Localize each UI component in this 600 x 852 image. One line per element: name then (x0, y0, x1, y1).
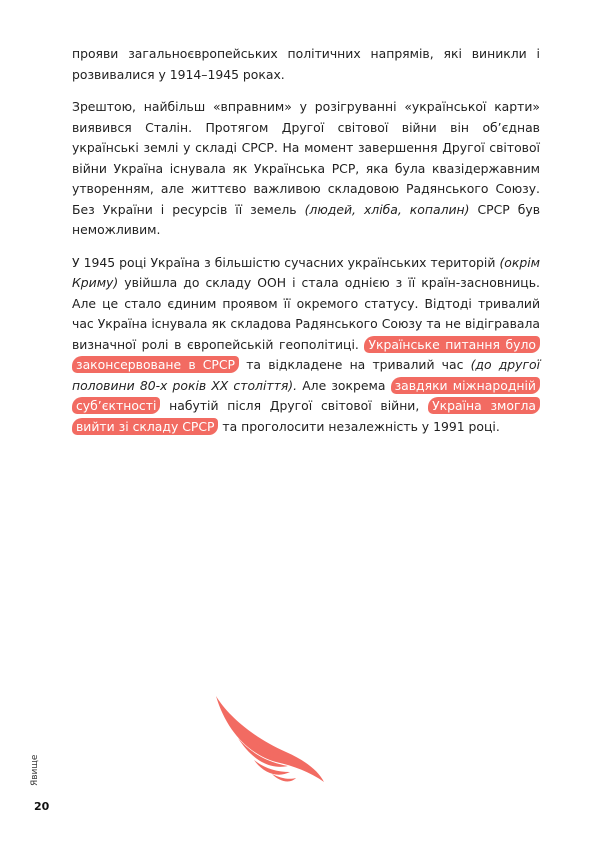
page-number: 20 (34, 800, 50, 813)
side-label-text: Явище (30, 754, 40, 786)
body-text (72, 44, 540, 449)
paragraph-2 (72, 97, 540, 241)
paragraph-3-text-e: набутій після Другої світової війни, (160, 398, 429, 413)
paragraph-3-text-a: У 1945 році Україна з більшістю сучасних українських територій (72, 254, 500, 270)
paragraph-3 (72, 253, 540, 438)
paragraph-2-text-b: СРСР був неможливим. (72, 201, 541, 237)
paragraph-1 (72, 44, 540, 85)
paragraph-3-text-c: та відкладене на тривалий час (239, 357, 471, 372)
paragraph-3-text-d: Але зокрема (297, 377, 391, 393)
paragraph-3-italic-2: (до другої половини 80-х років ХХ століття). (72, 357, 541, 393)
side-label (26, 748, 50, 788)
highlight-1: Українське питання було законсервоване в СРСР (72, 336, 540, 374)
paragraph-3-text-b: увійшла до складу ООН і стала однією з її країн-засновниць. Але це стало єдиним проявом її окремого статусу. Відтоді тривалий час Україна існувала як складова Радянського Союзу та не відігравала визначної ролі в європейській геополітиці. (72, 275, 540, 352)
wing-icon (214, 694, 326, 784)
paragraph-1-text: прояви загальноєвропейських політичних напрямів, які виникли і розвивалися у 1914–1945 роках. (72, 46, 540, 82)
paragraph-3-italic-1: (окрім Криму) (72, 254, 540, 290)
highlight-3: Україна змогла вийти зі складу СРСР (72, 397, 540, 435)
wing-feather-5 (272, 774, 296, 781)
paragraph-3-text-f: та проголосити незалежність у 1991 році. (218, 418, 500, 434)
paragraph-2-italic: (людей, хліба, копалин) (304, 201, 470, 217)
paragraph-2-text-a: Зрештою, найбільш «вправним» у розігруванні «української карти» виявився Сталін. Протягом Другої світової війни він об’єднав українські землі у складі СРСР. На момент завершення Другої світової війни Україна існувала як Українська РСР, яка була квазідержавним утворенням, але життєво важливою складовою Радянського Союзу. Без України і ресурсів її земель (72, 99, 540, 217)
highlight-2: завдяки міжнародній суб’єктності (72, 377, 540, 415)
